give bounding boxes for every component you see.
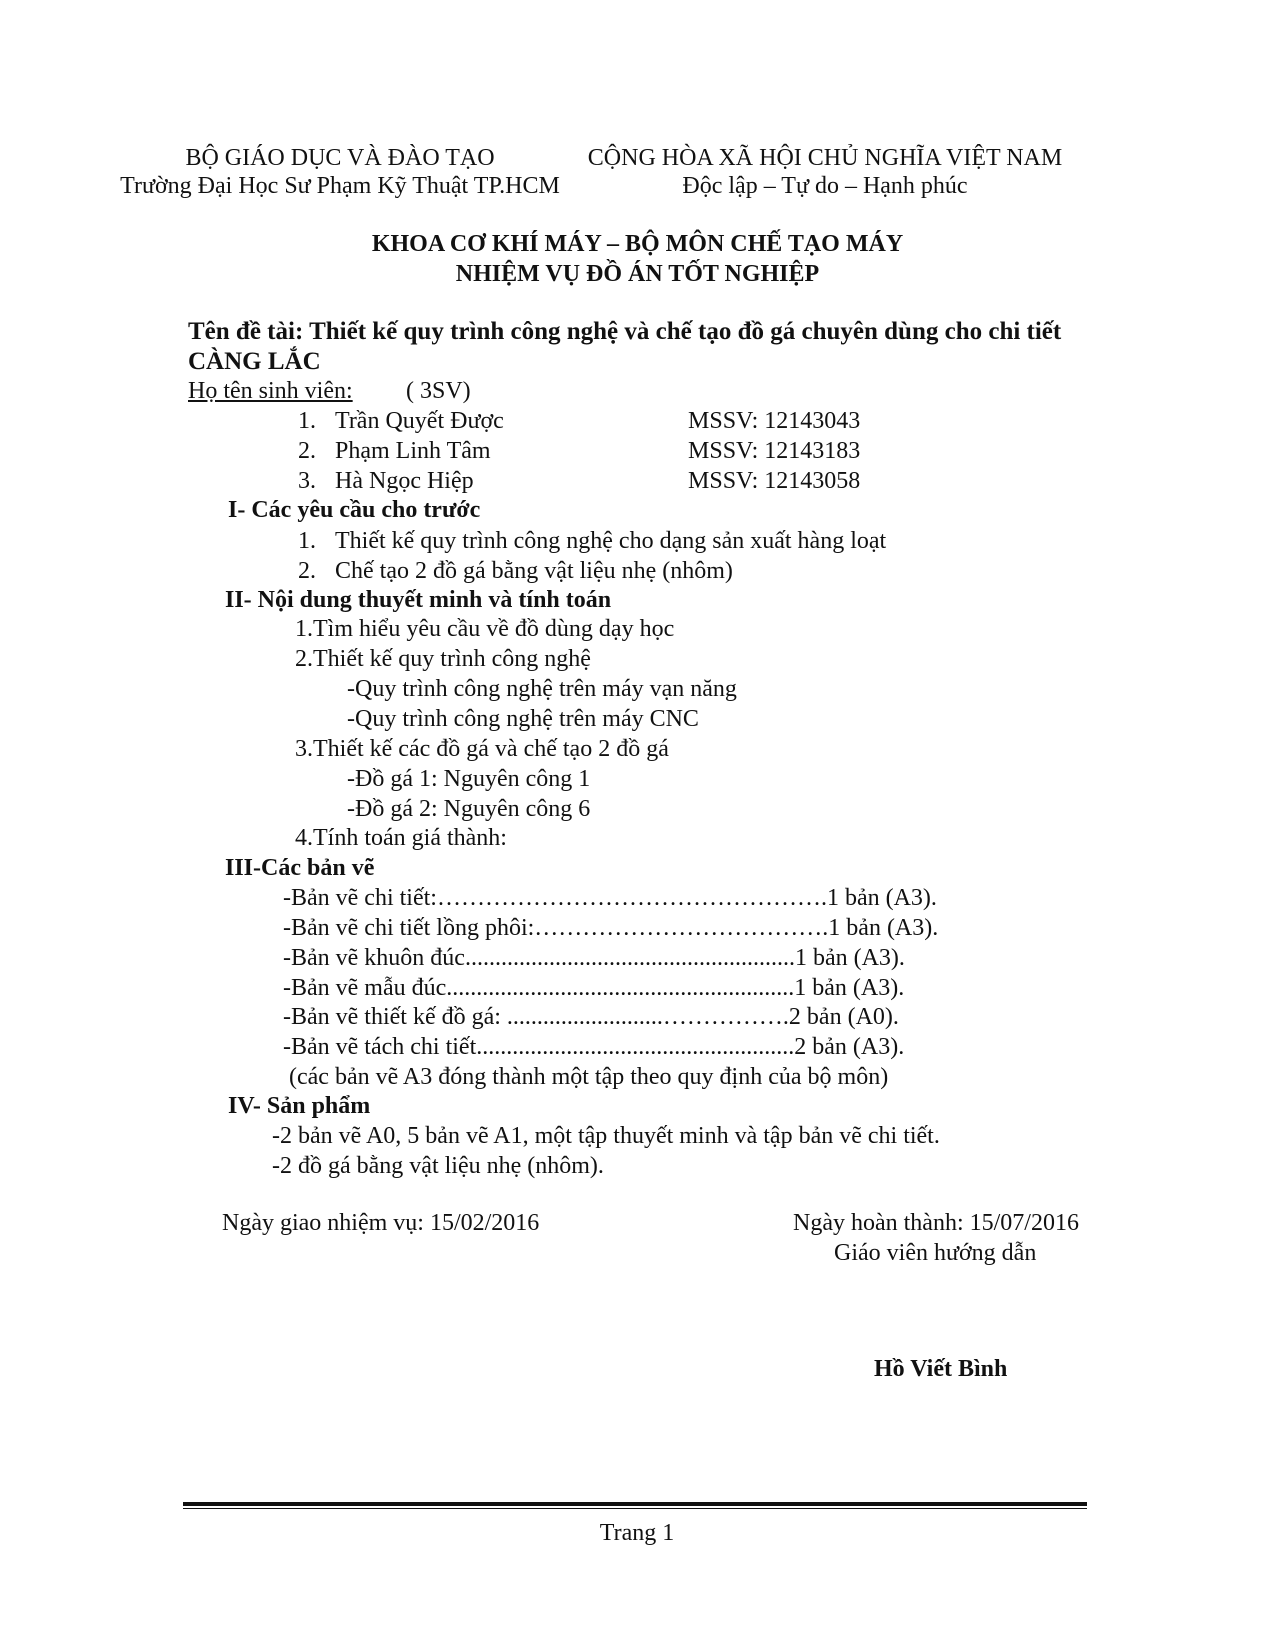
assign-date: Ngày giao nhiệm vụ: 15/02/2016 xyxy=(222,1210,540,1236)
content-line: 3.Thiết kế các đồ gá và chế tạo 2 đồ gá xyxy=(295,736,669,762)
country-name: CỘNG HÒA XÃ HỘI CHỦ NGHĨA VIỆT NAM xyxy=(587,145,1063,171)
content-subline: -Đồ gá 2: Nguyên công 6 xyxy=(347,796,591,822)
student-mssv: MSSV: 12143183 xyxy=(688,438,861,464)
student-name: Hà Ngọc Hiệp xyxy=(335,468,474,494)
student-mssv: MSSV: 12143043 xyxy=(688,408,861,434)
requirement-number: 2. xyxy=(298,558,316,584)
requirement-text: Thiết kế quy trình công nghệ cho dạng sản xuất hàng loạt xyxy=(335,528,887,554)
content-subline: -Quy trình công nghệ trên máy CNC xyxy=(347,706,699,732)
requirement-number: 1. xyxy=(298,528,316,554)
student-mssv: MSSV: 12143058 xyxy=(688,468,861,494)
assignment-title: NHIỆM VỤ ĐỒ ÁN TỐT NGHIỆP xyxy=(455,261,820,287)
topic-line-1: Tên đề tài: Thiết kế quy trình công nghệ và chế tạo đồ gá chuyên dùng cho chi tiết xyxy=(188,318,1062,345)
section-1-heading: I- Các yêu cầu cho trước xyxy=(228,497,481,523)
topic-line-2: CÀNG LẮC xyxy=(188,348,321,375)
drawing-line: -Bản vẽ khuôn đúc.......................................................1 bản (A3). xyxy=(283,945,905,971)
faculty-title: KHOA CƠ KHÍ MÁY – BỘ MÔN CHẾ TẠO MÁY xyxy=(371,231,904,257)
university-name: Trường Đại Học Sư Phạm Kỹ Thuật TP.HCM xyxy=(120,173,560,199)
students-count: ( 3SV) xyxy=(406,378,471,404)
drawing-line: -Bản vẽ chi tiết lồng phôi:……………………………….1 bản (A3). xyxy=(283,915,939,941)
drawing-line: -Bản vẽ thiết kế đồ gá: ..........................…………….2 bản (A0). xyxy=(283,1004,899,1030)
ministry-name: BỘ GIÁO DỤC VÀ ĐÀO TẠO xyxy=(185,145,495,171)
product-line: -2 bản vẽ A0, 5 bản vẽ A1, một tập thuyết minh và tập bản vẽ chi tiết. xyxy=(272,1123,940,1149)
section-2-heading: II- Nội dung thuyết minh và tính toán xyxy=(225,587,612,613)
content-subline: -Đồ gá 1: Nguyên công 1 xyxy=(347,766,591,792)
content-line: 4.Tính toán giá thành: xyxy=(295,825,507,851)
complete-date: Ngày hoàn thành: 15/07/2016 xyxy=(793,1210,1079,1236)
page-number: Trang 1 xyxy=(599,1520,675,1546)
drawing-note: (các bản vẽ A3 đóng thành một tập theo quy định của bộ môn) xyxy=(289,1064,889,1090)
drawing-line: -Bản vẽ tách chi tiết.....................................................2 bản (A3). xyxy=(283,1034,905,1060)
section-3-heading: III-Các bản vẽ xyxy=(225,855,375,881)
content-line: 1.Tìm hiểu yêu cầu về đồ dùng dạy học xyxy=(295,616,675,642)
advisor-name: Hồ Viết Bình xyxy=(874,1356,1008,1382)
section-4-heading: IV- Sản phẩm xyxy=(228,1093,371,1119)
students-label: Họ tên sinh viên: xyxy=(188,378,353,404)
drawing-line: -Bản vẽ chi tiết:………………………………………….1 bản (A3). xyxy=(283,885,937,911)
content-subline: -Quy trình công nghệ trên máy vạn năng xyxy=(347,676,737,702)
drawing-line: -Bản vẽ mẫu đúc..........................................................1 bản (A3). xyxy=(283,975,905,1001)
product-line: -2 đồ gá bằng vật liệu nhẹ (nhôm). xyxy=(272,1153,604,1179)
student-name: Phạm Linh Tâm xyxy=(335,438,491,464)
student-number: 3. xyxy=(298,468,316,494)
student-number: 2. xyxy=(298,438,316,464)
advisor-label: Giáo viên hướng dẫn xyxy=(834,1240,1037,1266)
student-number: 1. xyxy=(298,408,316,434)
student-name: Trần Quyết Được xyxy=(335,408,504,434)
footer-divider xyxy=(183,1502,1087,1509)
content-line: 2.Thiết kế quy trình công nghệ xyxy=(295,646,591,672)
national-motto: Độc lập – Tự do – Hạnh phúc xyxy=(682,173,968,199)
requirement-text: Chế tạo 2 đồ gá bằng vật liệu nhẹ (nhôm) xyxy=(335,558,733,584)
